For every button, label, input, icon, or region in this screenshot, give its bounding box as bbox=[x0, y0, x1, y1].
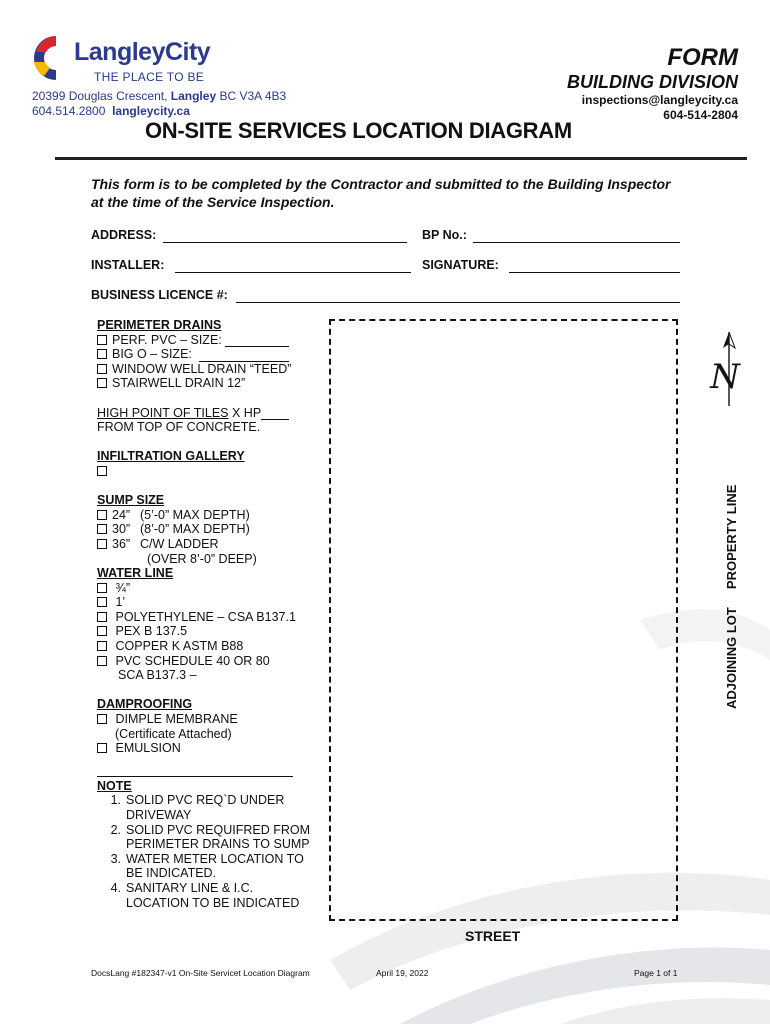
sump-size: 24” bbox=[112, 507, 131, 522]
high-point-line2: FROM TOP OF CONCRETE. bbox=[97, 420, 261, 435]
form-heading: FORM bbox=[667, 44, 738, 71]
note-text-cont: PERIMETER DRAINS TO SUMP bbox=[126, 837, 310, 852]
high-point-label: HIGH POINT OF TILES bbox=[97, 405, 229, 420]
sump-checkbox[interactable] bbox=[97, 524, 107, 534]
perf-pvc-checkbox[interactable] bbox=[97, 335, 107, 345]
note-text: SANITARY LINE & I.C. bbox=[126, 880, 254, 895]
water-line-label: PEX B 137.5 bbox=[115, 624, 188, 639]
address-field[interactable] bbox=[163, 228, 407, 243]
brand-tagline: THE PLACE TO BE bbox=[94, 70, 205, 84]
water-line-heading: WATER LINE bbox=[97, 566, 174, 581]
water-line-checkbox[interactable] bbox=[97, 626, 107, 636]
address-street: 20399 Douglas Crescent, bbox=[32, 89, 168, 103]
footer-page-number: Page 1 of 1 bbox=[634, 968, 678, 978]
infiltration-item bbox=[97, 464, 327, 479]
water-line-checkbox[interactable] bbox=[97, 641, 107, 651]
division-phone: 604-514-2804 bbox=[663, 108, 738, 122]
dimple-checkbox[interactable] bbox=[97, 714, 107, 724]
brand-phone: 604.514.2800 bbox=[32, 104, 106, 118]
water-line-item bbox=[97, 610, 327, 625]
perimeter-drains-heading: PERIMETER DRAINS bbox=[97, 318, 222, 332]
water-line-continuation: SCA B137.3 – bbox=[118, 668, 197, 683]
infiltration-heading: INFILTRATION GALLERY bbox=[97, 449, 245, 464]
division-email: inspections@langleycity.ca bbox=[581, 93, 738, 107]
window-well-item bbox=[97, 362, 327, 377]
note-text-cont: DRIVEWAY bbox=[126, 808, 192, 822]
sump-checkbox[interactable] bbox=[97, 510, 107, 520]
water-line-label: ¾” bbox=[115, 580, 131, 595]
water-line-label: 1’ bbox=[115, 595, 126, 610]
sump-desc: C/W LADDER bbox=[140, 536, 219, 551]
sump-size: 36” bbox=[112, 536, 131, 551]
sump-checkbox[interactable] bbox=[97, 539, 107, 549]
sump-item bbox=[97, 522, 327, 537]
site-diagram-area[interactable] bbox=[329, 319, 678, 921]
note-divider bbox=[97, 756, 293, 777]
note-text: SOLID PVC REQ`D UNDER bbox=[126, 793, 285, 808]
water-line-item bbox=[97, 639, 327, 654]
note-text-cont: BE INDICATED. bbox=[126, 866, 217, 881]
emulsion-label: EMULSION bbox=[115, 741, 181, 756]
big-o-label: BIG O – SIZE: bbox=[112, 347, 192, 362]
north-letter: N bbox=[710, 357, 740, 397]
high-point-line bbox=[97, 406, 327, 421]
water-line-checkbox[interactable] bbox=[97, 612, 107, 622]
infiltration-checkbox[interactable] bbox=[97, 466, 107, 476]
dimple-note: (Certificate Attached) bbox=[115, 726, 232, 741]
emulsion-item bbox=[97, 741, 327, 756]
brand-address bbox=[32, 89, 286, 103]
water-line-item bbox=[97, 624, 327, 639]
high-point-hp: X HP bbox=[232, 405, 262, 420]
big-o-checkbox[interactable] bbox=[97, 349, 107, 359]
note-number: 3. bbox=[110, 851, 121, 866]
big-o-size-field[interactable] bbox=[199, 349, 289, 362]
note-text: SOLID PVC REQUIFRED FROM bbox=[126, 822, 311, 837]
note-number: 2. bbox=[110, 822, 121, 837]
note-text: WATER METER LOCATION TO bbox=[126, 851, 304, 866]
window-well-checkbox[interactable] bbox=[97, 364, 107, 374]
note-number: 4. bbox=[110, 880, 121, 895]
water-line-checkbox[interactable] bbox=[97, 656, 107, 666]
water-line-label: PVC SCHEDULE 40 OR 80 bbox=[115, 653, 270, 668]
water-line-label: POLYETHYLENE – CSA B137.1 bbox=[115, 609, 296, 624]
installer-label: INSTALLER: bbox=[91, 258, 165, 272]
sump-desc: (8’-0” MAX DEPTH) bbox=[140, 522, 250, 537]
business-licence-label: BUSINESS LICENCE #: bbox=[91, 288, 228, 302]
stairwell-label: STAIRWELL DRAIN 12” bbox=[112, 376, 246, 391]
signature-label: SIGNATURE: bbox=[422, 258, 499, 272]
water-line-item bbox=[97, 581, 327, 596]
brand-name: LangleyCity bbox=[74, 38, 211, 66]
address-rest: BC V3A 4B3 bbox=[219, 89, 287, 103]
address-label: ADDRESS: bbox=[91, 228, 157, 242]
big-o-item bbox=[97, 347, 327, 362]
services-checklist bbox=[97, 318, 327, 910]
note-heading: NOTE bbox=[97, 778, 132, 793]
footer-date: April 19, 2022 bbox=[376, 968, 429, 978]
emulsion-checkbox[interactable] bbox=[97, 743, 107, 753]
water-line-item bbox=[97, 595, 327, 610]
high-point-field[interactable] bbox=[261, 407, 289, 420]
stairwell-item bbox=[97, 376, 327, 391]
instructions-text: This form is to be completed by the Contractor and submitted to the Building Inspector at the time of the Service Inspection. bbox=[91, 176, 671, 210]
sump-item bbox=[97, 508, 327, 523]
damproofing-heading: DAMPROOFING bbox=[97, 697, 193, 712]
street-label: STREET bbox=[465, 928, 521, 944]
note-item bbox=[97, 881, 327, 896]
sump-desc: (5’-0” MAX DEPTH) bbox=[140, 507, 250, 522]
sump-size: 30” bbox=[112, 522, 131, 537]
stairwell-checkbox[interactable] bbox=[97, 378, 107, 388]
perf-pvc-item bbox=[97, 333, 327, 348]
water-line-label: COPPER K ASTM B88 bbox=[115, 639, 244, 654]
page-title: ON-SITE SERVICES LOCATION DIAGRAM bbox=[145, 118, 572, 143]
signature-field[interactable] bbox=[509, 258, 680, 273]
address-city: Langley bbox=[170, 89, 217, 103]
perf-pvc-size-field[interactable] bbox=[225, 334, 289, 347]
note-item bbox=[97, 823, 327, 838]
brand-contact bbox=[32, 104, 190, 118]
north-arrow-icon bbox=[701, 330, 751, 410]
sump-continuation: (OVER 8’-0” DEEP) bbox=[147, 551, 257, 566]
note-number: 1. bbox=[110, 793, 121, 808]
adjoining-lot-property-line-label: ADJOINING LOT PROPERTY LINE bbox=[724, 484, 739, 709]
bp-number-field[interactable] bbox=[473, 228, 680, 243]
water-line-checkbox[interactable] bbox=[97, 597, 107, 607]
installer-field[interactable] bbox=[175, 258, 411, 273]
note-item bbox=[97, 852, 327, 867]
perf-pvc-label: PERF. PVC – SIZE: bbox=[112, 332, 222, 347]
bp-number-label: BP No.: bbox=[422, 228, 467, 242]
window-well-label: WINDOW WELL DRAIN “TEED” bbox=[112, 361, 292, 376]
footer-doc-reference: DocsLang #182347-v1 On-Site Servicet Location Diagram bbox=[91, 968, 310, 978]
brand-website: langleycity.ca bbox=[112, 104, 190, 118]
sump-item bbox=[97, 537, 327, 552]
note-item bbox=[97, 793, 327, 808]
sump-size-heading: SUMP SIZE bbox=[97, 493, 165, 508]
water-line-checkbox[interactable] bbox=[97, 583, 107, 593]
water-line-item bbox=[97, 654, 327, 669]
business-licence-field[interactable] bbox=[236, 288, 680, 303]
note-text-cont: LOCATION TO BE INDICATED bbox=[126, 895, 300, 910]
dimple-label: DIMPLE MEMBRANE bbox=[115, 712, 238, 727]
dimple-item bbox=[97, 712, 327, 727]
division-heading: BUILDING DIVISION bbox=[566, 72, 738, 92]
title-divider bbox=[55, 157, 747, 160]
